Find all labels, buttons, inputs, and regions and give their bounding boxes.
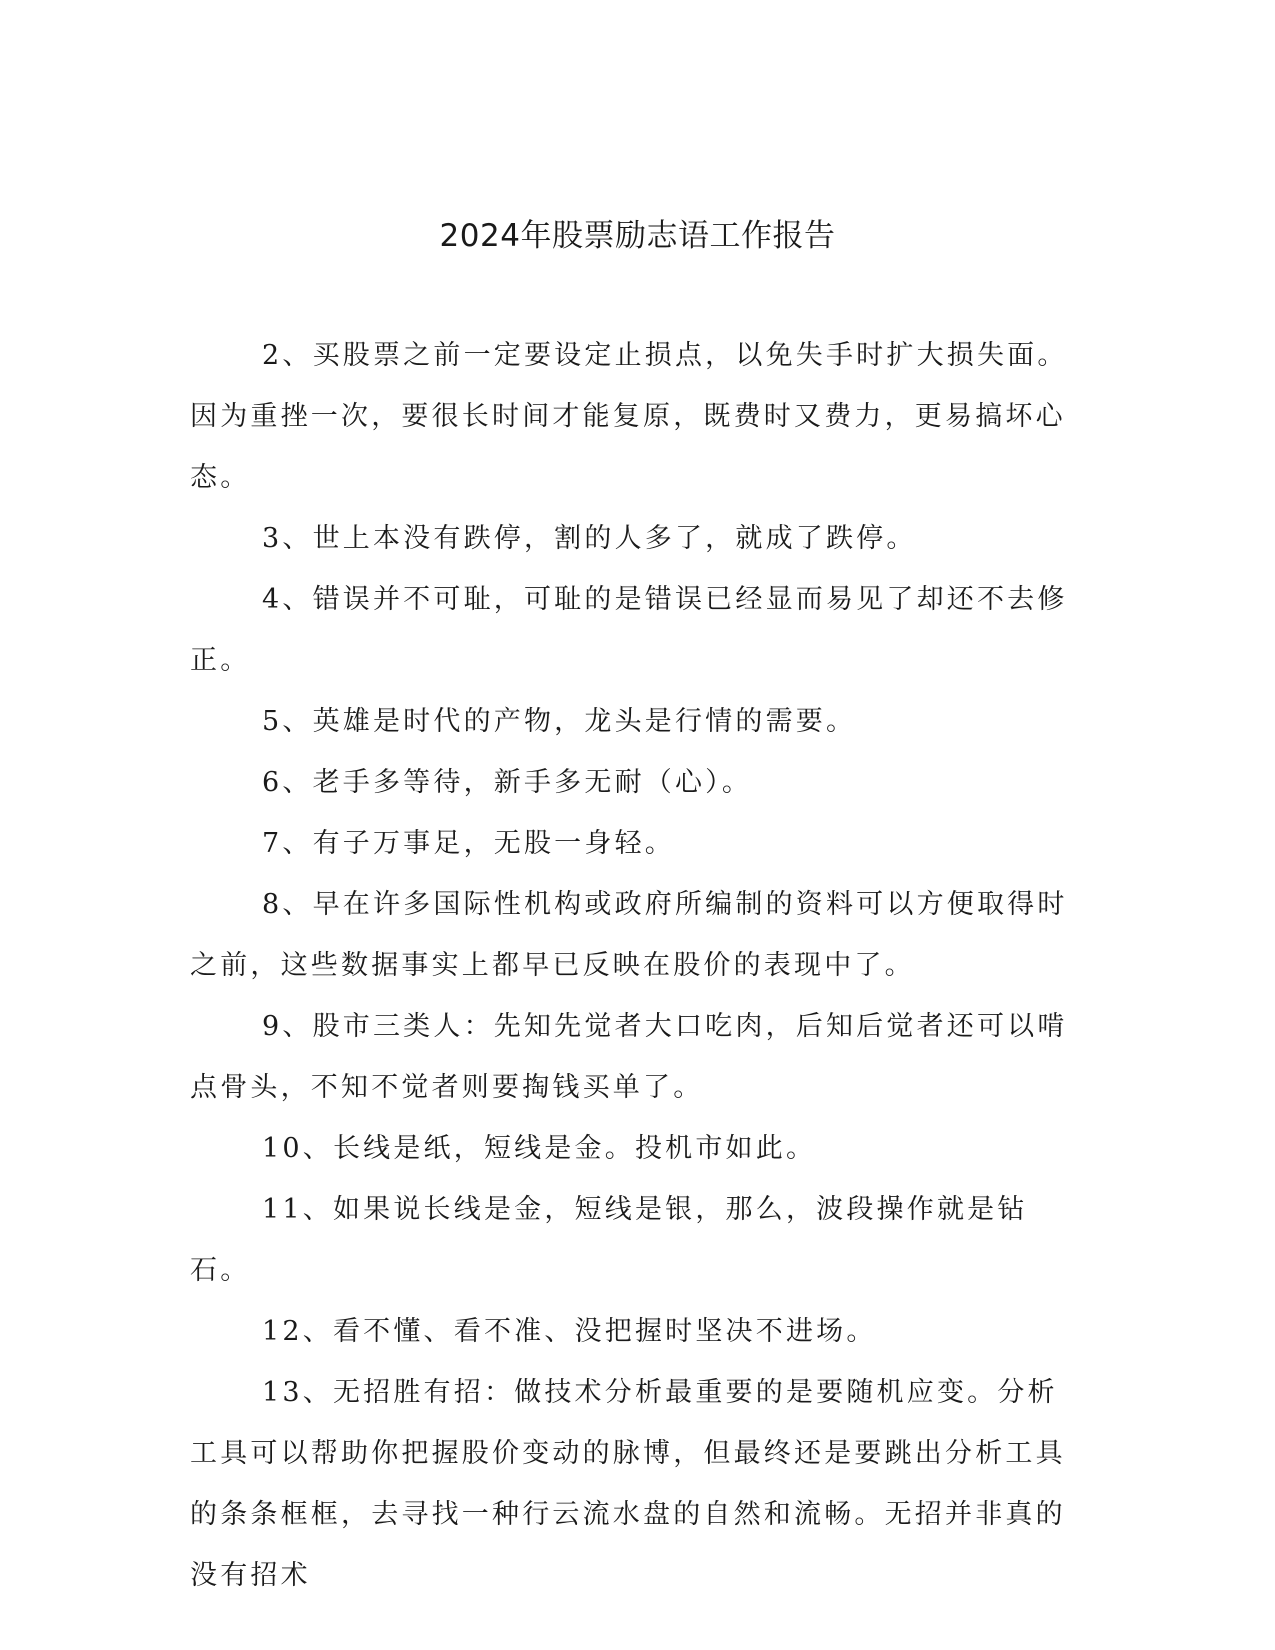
paragraph: 9、股市三类人：先知先觉者大口吃肉，后知后觉者还可以啃点骨头，不知不觉者则要掏钱买单了。: [190, 1011, 1068, 1103]
paragraph: 10、长线是纸，短线是金。投机市如此。: [262, 1133, 817, 1164]
paragraph: 8、早在许多国际性机构或政府所编制的资料可以方便取得时之前，这些数据事实上都早已反映在股价的表现中了。: [190, 889, 1068, 981]
document-title: 2024年股票励志语工作报告: [439, 218, 836, 254]
paragraph: 4、错误并不可耻，可耻的是错误已经显而易见了却还不去修正。: [190, 584, 1068, 676]
paragraph: 12、看不懂、看不准、没把握时坚决不进场。: [262, 1316, 877, 1347]
paragraph: 5、英雄是时代的产物，龙头是行情的需要。: [262, 706, 857, 737]
paragraph: 13、无招胜有招：做技术分析最重要的是要随机应变。分析工具可以帮助你把握股价变动的脉博，但最终还是要跳出分析工具的条条框框，去寻找一种行云流水盘的自然和流畅。无招并非真的没有招术: [190, 1377, 1066, 1591]
paragraph: 6、老手多等待，新手多无耐（心）。: [262, 767, 753, 798]
paragraph: 11、如果说长线是金，短线是银，那么，波段操作就是钻石。: [190, 1194, 1028, 1286]
paragraph: 3、世上本没有跌停，割的人多了，就成了跌停。: [262, 523, 917, 554]
paragraph: 7、有子万事足，无股一身轻。: [262, 828, 675, 859]
document-body: [190, 325, 1070, 1606]
paragraph: 2、买股票之前一定要设定止损点，以免失手时扩大损失面。因为重挫一次，要很长时间才能复原，既费时又费力，更易搞坏心态。: [190, 340, 1068, 493]
